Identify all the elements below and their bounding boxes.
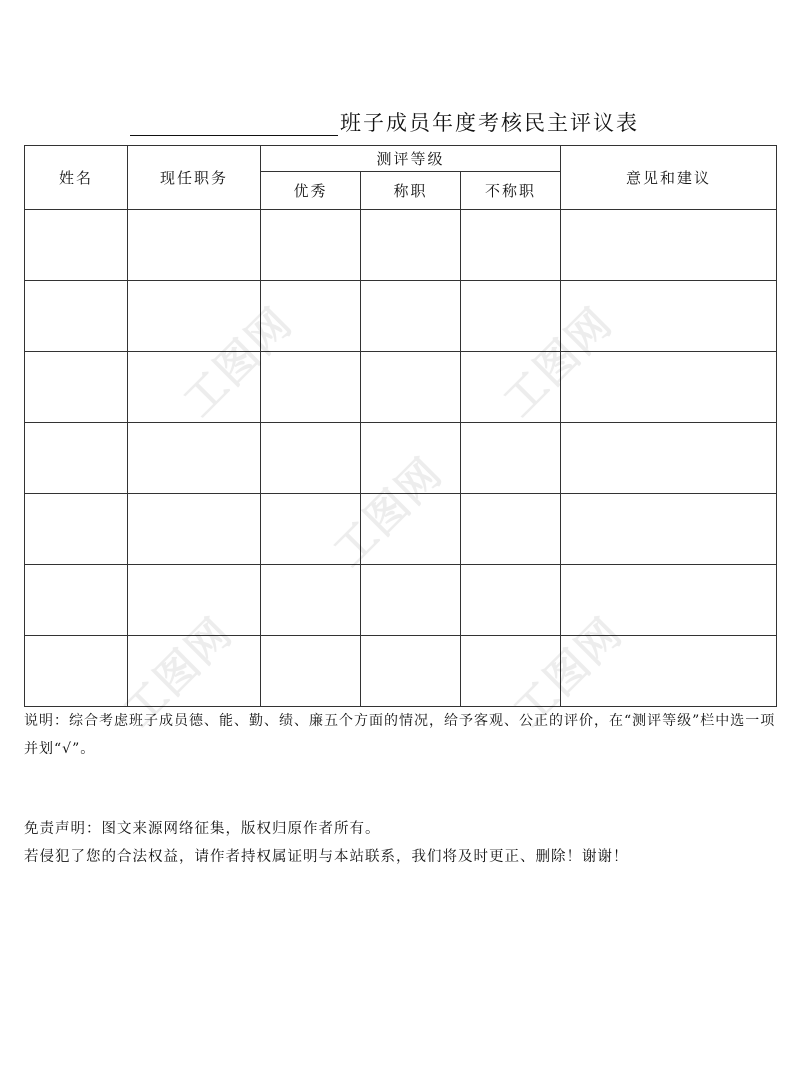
cell-suggestions[interactable] — [561, 281, 777, 352]
disclaimer-line-2: 若侵犯了您的合法权益，请作者持权属证明与本站联系，我们将及时更正、删除！谢谢！ — [24, 849, 629, 865]
table-row — [25, 210, 777, 281]
watermark-logo: 工图网 — [323, 447, 452, 576]
table-row — [25, 565, 777, 636]
cell-competent[interactable] — [361, 423, 461, 494]
cell-position[interactable] — [128, 281, 261, 352]
cell-position[interactable] — [128, 423, 261, 494]
cell-competent[interactable] — [361, 636, 461, 707]
cell-competent[interactable] — [361, 281, 461, 352]
cell-incompetent[interactable] — [461, 210, 561, 281]
title-blank-line — [130, 109, 338, 136]
cell-name[interactable] — [25, 281, 128, 352]
cell-suggestions[interactable] — [561, 352, 777, 423]
cell-position[interactable] — [128, 636, 261, 707]
cell-competent[interactable] — [361, 210, 461, 281]
cell-suggestions[interactable] — [561, 210, 777, 281]
cell-incompetent[interactable] — [461, 281, 561, 352]
instruction-note: 说明：综合考虑班子成员德、能、勤、绩、廉五个方面的情况，给予客观、公正的评价，在“测评等级”栏中选一项并划“√”。 — [24, 713, 776, 757]
cell-excellent[interactable] — [261, 352, 361, 423]
header-excellent: 优秀 — [261, 172, 361, 210]
table-row — [25, 352, 777, 423]
cell-incompetent[interactable] — [461, 565, 561, 636]
cell-position[interactable] — [128, 494, 261, 565]
table-row — [25, 281, 777, 352]
disclaimer — [24, 815, 784, 871]
header-rating-group: 测评等级 — [261, 146, 561, 172]
document-title: 班子成员年度考核民主评议表 — [340, 111, 639, 135]
cell-suggestions[interactable] — [561, 565, 777, 636]
cell-suggestions[interactable] — [561, 494, 777, 565]
cell-competent[interactable] — [361, 494, 461, 565]
cell-name[interactable] — [25, 494, 128, 565]
cell-competent[interactable] — [361, 352, 461, 423]
header-position: 现任职务 — [128, 146, 261, 210]
cell-excellent[interactable] — [261, 210, 361, 281]
header-name: 姓名 — [25, 146, 128, 210]
header-suggestions: 意见和建议 — [561, 146, 777, 210]
table-row — [25, 423, 777, 494]
header-competent: 称职 — [361, 172, 461, 210]
cell-excellent[interactable] — [261, 636, 361, 707]
cell-incompetent[interactable] — [461, 423, 561, 494]
cell-position[interactable] — [128, 352, 261, 423]
cell-position[interactable] — [128, 565, 261, 636]
cell-name[interactable] — [25, 352, 128, 423]
evaluation-table — [24, 145, 777, 707]
cell-excellent[interactable] — [261, 494, 361, 565]
cell-excellent[interactable] — [261, 565, 361, 636]
watermark-logo: 工图网 — [173, 297, 302, 426]
table-row — [25, 636, 777, 707]
table-row — [25, 494, 777, 565]
watermark-logo: 工图网 — [113, 607, 242, 736]
cell-name[interactable] — [25, 565, 128, 636]
header-incompetent: 不称职 — [461, 172, 561, 210]
cell-position[interactable] — [128, 210, 261, 281]
disclaimer-line-1: 免责声明：图文来源网络征集，版权归原作者所有。 — [24, 821, 381, 837]
cell-incompetent[interactable] — [461, 352, 561, 423]
cell-excellent[interactable] — [261, 423, 361, 494]
watermark-logo: 工图网 — [493, 297, 622, 426]
cell-name[interactable] — [25, 210, 128, 281]
cell-suggestions[interactable] — [561, 423, 777, 494]
watermark-logo: 工图网 — [503, 607, 632, 736]
cell-competent[interactable] — [361, 565, 461, 636]
cell-suggestions[interactable] — [561, 636, 777, 707]
document-title-row — [130, 104, 690, 136]
cell-name[interactable] — [25, 636, 128, 707]
cell-incompetent[interactable] — [461, 494, 561, 565]
cell-excellent[interactable] — [261, 281, 361, 352]
cell-name[interactable] — [25, 423, 128, 494]
cell-incompetent[interactable] — [461, 636, 561, 707]
